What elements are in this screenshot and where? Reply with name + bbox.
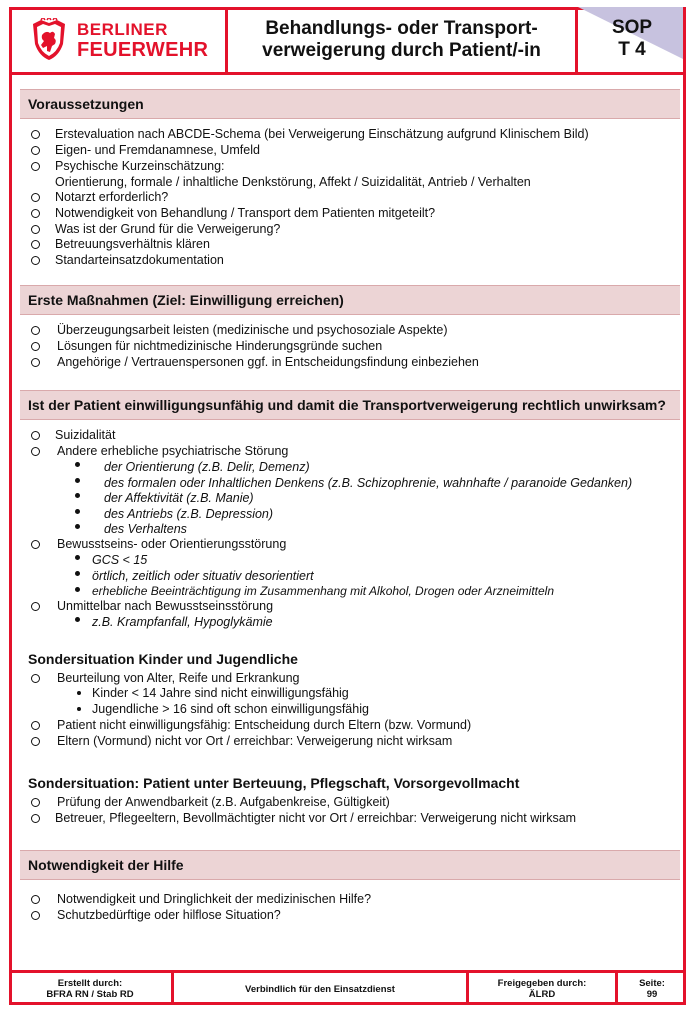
filled-bullet <box>75 493 80 498</box>
sub-list-item: des Verhaltens <box>104 522 187 536</box>
filled-bullet <box>75 478 80 483</box>
circle-bullet <box>31 358 40 367</box>
subheading-betreuung: Sondersituation: Patient unter Berteuung, Pflegschaft, Vorsorgevollmacht <box>28 775 520 791</box>
circle-bullet <box>31 895 40 904</box>
footer-created-label: Erstellt durch: <box>57 978 123 989</box>
list-item: Notwendigkeit und Dringlichkeit der medizinischen Hilfe? <box>57 892 372 906</box>
circle-bullet <box>31 225 40 234</box>
circle-bullet <box>31 256 40 265</box>
logo-line-1: BERLINER <box>77 20 168 39</box>
list-item: Eigen- und Fremdanamnese, Umfeld <box>55 143 260 157</box>
list-item: Bewusstseins- oder Orientierungsstörung <box>57 537 287 551</box>
list-item-continuation: Orientierung, formale / inhaltliche Denkstörung, Affekt / Suizidalität, Antrieb / Verhalten <box>55 175 531 189</box>
filled-bullet <box>75 587 80 592</box>
list-item: Andere erhebliche psychiatrische Störung <box>57 444 289 458</box>
circle-bullet <box>31 721 40 730</box>
circle-bullet <box>31 162 40 171</box>
sub-list-item: erhebliche Beeinträchtigung im Zusammenhang mit Alkohol, Drogen oder Arzneimitteln <box>92 584 555 598</box>
filled-bullet <box>77 707 81 711</box>
subheading-kinder: Sondersituation Kinder und Jugendliche <box>28 651 298 667</box>
sub-list-item: des formalen oder Inhaltlichen Denkens (z.B. Schizophrenie, wahnhafte / paranoide Gedanken) <box>104 476 633 490</box>
footer-approved-label: Freigegeben durch: <box>497 978 587 989</box>
title-line-2: verweigerung durch Patient/-in <box>262 39 541 61</box>
section-heading-hilfe: Notwendigkeit der Hilfe <box>20 850 680 880</box>
list-item: Beurteilung von Alter, Reife und Erkrankung <box>57 671 300 685</box>
footer-page-label: Seite: <box>639 978 665 989</box>
footer-approved-value: ÄLRD <box>528 989 556 1000</box>
filled-bullet <box>77 691 81 695</box>
circle-bullet <box>31 540 40 549</box>
document-title <box>228 7 578 75</box>
circle-bullet <box>31 798 40 807</box>
footer-page <box>618 970 686 1005</box>
circle-bullet <box>31 674 40 683</box>
list-item: Betreuungsverhältnis klären <box>55 237 210 251</box>
circle-bullet <box>31 342 40 351</box>
circle-bullet <box>31 814 40 823</box>
header-logo-cell <box>9 7 228 75</box>
sub-list-item: örtlich, zeitlich oder situativ desorientiert <box>92 569 314 583</box>
list-item: Überzeugungsarbeit leisten (medizinische und psychosoziale Aspekte) <box>57 323 448 337</box>
footer-binding-text: Verbindlich für den Einsatzdienst <box>245 983 395 995</box>
filled-bullet <box>75 571 80 576</box>
list-item: Standarteinsatzdokumentation <box>55 253 224 267</box>
footer-page-number: 99 <box>646 989 658 1000</box>
sop-badge <box>578 7 686 75</box>
sub-list-item: der Orientierung (z.B. Delir, Demenz) <box>104 460 310 474</box>
list-item: Prüfung der Anwendbarkeit (z.B. Aufgabenkreise, Gültigkeit) <box>57 795 390 809</box>
list-item: Notarzt erforderlich? <box>55 190 169 204</box>
circle-bullet <box>31 209 40 218</box>
footer-approved-by <box>469 970 618 1005</box>
footer-created-value: BFRA RN / Stab RD <box>46 989 134 1000</box>
list-item: Suizidalität <box>55 428 116 442</box>
sub-list-item: Kinder < 14 Jahre sind nicht einwilligungsfähig <box>92 686 349 700</box>
logo-wordmark <box>77 20 208 60</box>
section-heading-voraussetzungen: Voraussetzungen <box>20 89 680 119</box>
circle-bullet <box>31 240 40 249</box>
list-item: Patient nicht einwilligungsfähig: Entscheidung durch Eltern (bzw. Vormund) <box>57 718 472 732</box>
circle-bullet <box>31 431 40 440</box>
list-item: Lösungen für nichtmedizinische Hinderungsgründe suchen <box>57 339 383 353</box>
list-item: Psychische Kurzeinschätzung: <box>55 159 225 173</box>
sub-list-item: z.B. Krampfanfall, Hypoglykämie <box>92 615 273 629</box>
footer-created-by <box>9 970 174 1005</box>
berlin-bear-crest-icon <box>29 18 69 62</box>
list-item: Angehörige / Vertrauenspersonen ggf. in Entscheidungsfindung einbeziehen <box>57 355 479 369</box>
title-line-1: Behandlungs- oder Transport- <box>265 17 538 39</box>
filled-bullet <box>75 509 80 514</box>
section-heading-massnahmen: Erste Maßnahmen (Ziel: Einwilligung erreichen) <box>20 285 680 315</box>
list-item: Betreuer, Pflegeeltern, Bevollmächtigter nicht vor Ort / erreichbar: Verweigerung nicht wirksam <box>55 811 577 825</box>
list-item: Was ist der Grund für die Verweigerung? <box>55 222 281 236</box>
logo-line-2: FEUERWEHR <box>77 39 209 61</box>
sop-label: SOP <box>611 17 653 38</box>
circle-bullet <box>31 737 40 746</box>
filled-bullet <box>75 462 80 467</box>
circle-bullet <box>31 193 40 202</box>
list-item: Erstevaluation nach ABCDE-Schema (bei Verweigerung Einschätzung aufgrund Klinischem Bild) <box>55 127 589 141</box>
footer-binding <box>174 970 469 1005</box>
list-item: Notwendigkeit von Behandlung / Transport dem Patienten mitgeteilt? <box>55 206 436 220</box>
circle-bullet <box>31 146 40 155</box>
sub-list-item: GCS < 15 <box>92 553 148 567</box>
section-heading-einwilligungsunfaehig: Ist der Patient einwilligungsunfähig und damit die Transportverweigerung rechtlich unwirksam? <box>20 390 680 420</box>
circle-bullet <box>31 447 40 456</box>
circle-bullet <box>31 911 40 920</box>
sub-list-item: der Affektivität (z.B. Manie) <box>104 491 254 505</box>
list-item: Schutzbedürftige oder hilflose Situation? <box>57 908 281 922</box>
circle-bullet <box>31 130 40 139</box>
circle-bullet <box>31 326 40 335</box>
list-item: Eltern (Vormund) nicht vor Ort / erreichbar: Verweigerung nicht wirksam <box>57 734 453 748</box>
sop-number: T 4 <box>618 39 646 60</box>
filled-bullet <box>75 555 80 560</box>
filled-bullet <box>75 524 80 529</box>
circle-bullet <box>31 602 40 611</box>
sub-list-item: des Antriebs (z.B. Depression) <box>104 507 274 521</box>
filled-bullet <box>75 617 80 622</box>
list-item: Unmittelbar nach Bewusstseinsstörung <box>57 599 274 613</box>
sub-list-item: Jugendliche > 16 sind oft schon einwilligungsfähig <box>92 702 369 716</box>
